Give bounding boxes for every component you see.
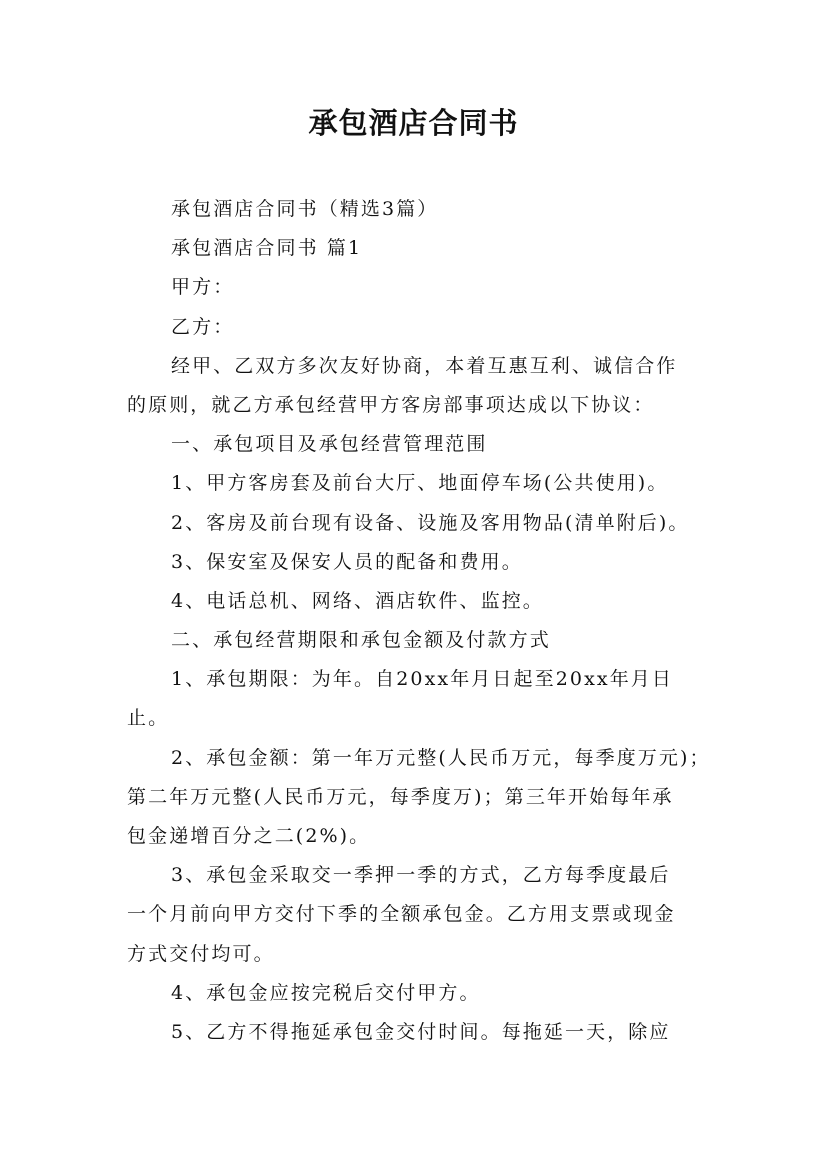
body-line: 甲方： [171,276,235,299]
body-line: 3、承包金采取交一季押一季的方式，乙方每季度最后 [171,864,671,887]
body-line: 第二年万元整(人民币万元，每季度万)；第三年开始每年承 [127,785,674,808]
body-line: 3、保安室及保安人员的配备和费用。 [171,550,523,573]
body-line: 止。 [127,707,170,730]
body-line: 承包酒店合同书（精选3篇） [171,198,439,220]
body-line: 1、承包期限：为年。自20xx年月日起至20xx年月日 [171,668,674,691]
body-line: 方式交付均可。 [127,942,275,965]
body-line: 的原则，就乙方承包经营甲方客房部事项达成以下协议： [127,393,655,416]
document-title: 承包酒店合同书 [308,106,519,140]
body-line: 经甲、乙双方多次友好协商，本着互惠互利、诚信合作 [171,354,678,377]
body-line: 乙方： [171,315,235,338]
body-line: 包金递增百分之二(2%)。 [127,825,371,847]
body-line: 5、乙方不得拖延承包金交付时间。每拖延一天，除应 [171,1020,671,1043]
body-line: 2、承包金额：第一年万元整(人民币万元，每季度万元)； [171,746,711,769]
body-line: 一个月前向甲方交付下季的全额承包金。乙方用支票或现金 [127,903,676,926]
body-line: 2、客房及前台现有设备、设施及客用物品(清单附后)。 [171,511,690,534]
body-line: 一、承包项目及承包经营管理范围 [171,433,488,456]
body-line: 4、承包金应按完税后交付甲方。 [171,981,481,1004]
body-line: 承包酒店合同书 篇1 [171,237,363,260]
body-line: 二、承包经营期限和承包金额及付款方式 [171,629,551,652]
document-body [127,190,717,1052]
body-line: 1、甲方客房套及前台大厅、地面停车场(公共使用)。 [171,472,669,495]
body-line: 4、电话总机、网络、酒店软件、监控。 [171,589,544,612]
